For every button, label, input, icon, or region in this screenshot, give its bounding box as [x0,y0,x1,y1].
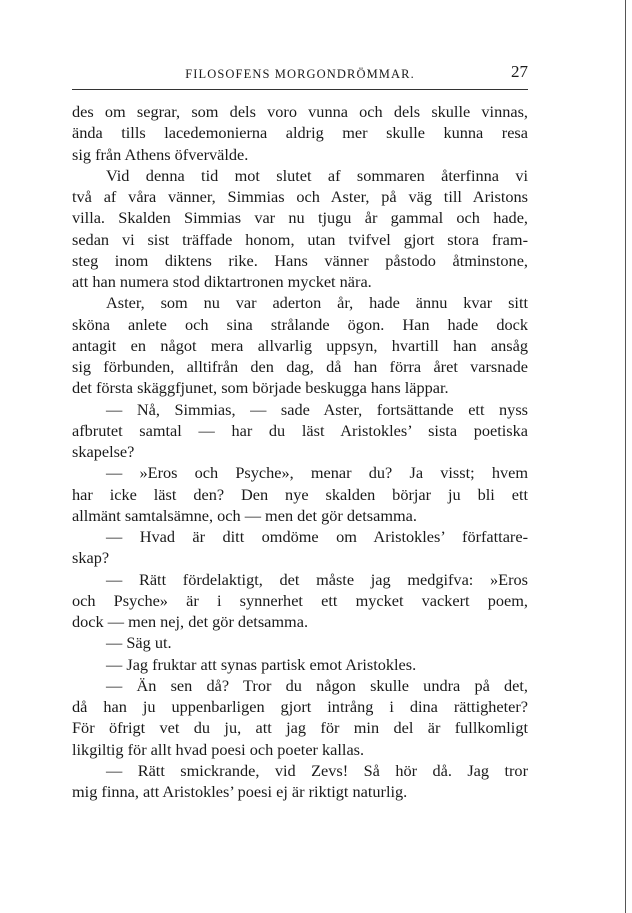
text-line: att han numera stod diktartronen mycket nära. [72,272,372,291]
text-line: Vid denna tid mot slutet af sommaren återfinna vi [106,165,528,185]
body-text [72,101,528,802]
text-line: — Jag fruktar att synas partisk emot Aristokles. [106,654,417,674]
text-line: har icke läst den? Den nye skalden börjar ju bli ett [72,484,528,504]
text-line: För öfrigt vet du ju, att jag för min del är fullkomligt [72,718,528,738]
text-line: två af våra vänner, Simmias och Aster, på väg till Aristons [72,187,528,206]
text-line: skap? [72,548,110,568]
text-line: ända tills lacedemonierna aldrig mer skulle kunna resa [72,123,528,143]
text-line: skapelse? [72,442,135,461]
text-line: dock — men nej, det gör detsamma. [72,612,309,631]
text-line: steg inom diktens rike. Hans vänner påstodo åtminstone, [72,250,528,270]
text-line: — Hvad är ditt omdöme om Aristokles’ författare- [106,527,528,546]
text-line: då han ju uppenbarligen gjort intrång i dina rättigheter? [72,697,528,716]
text-line: och Psyche» är i synnerhet ett mycket vackert poem, [72,590,528,610]
text-line: allmänt samtalsämne, och — men det gör detsamma. [72,505,417,525]
running-title: FILOSOFENS MORGONDRÖMMAR. [185,67,415,81]
text-line: mig finna, att Aristokles’ poesi ej är riktigt naturlig. [72,782,408,801]
text-line: sig från Athens öfvervälde. [72,144,249,164]
page-number: 27 [511,62,528,81]
text-line: — Säg ut. [106,633,172,653]
text-line: — Rätt fördelaktigt, det måste jag medgifva: »Eros [106,569,528,589]
text-line: villa. Skalden Simmias var nu tjugu år gammal och hade, [72,208,528,228]
text-line: sköna anlete och sina strålande ögon. Han hade dock [72,314,528,334]
text-line: Aster, som nu var aderton år, hade ännu kvar sitt [106,293,528,313]
text-line: det första skäggfjunet, som började beskugga hans läppar. [72,378,449,398]
text-line: antagit en något mera allvarlig uppsyn, hvartill han ansåg [72,335,528,355]
header-rule [72,89,528,90]
text-line: — Nå, Simmias, — sade Aster, fortsättande ett nyss [106,399,528,419]
text-line: sedan vi sist träffade honom, utan tvifvel gjort stora fram- [72,229,528,249]
text-line: — Än sen då? Tror du någon skulle undra på det, [106,675,528,695]
text-line: likgiltig för allt hvad poesi och poeter kallas. [72,739,365,759]
text-line: — »Eros och Psyche», menar du? Ja visst; hvem [106,463,528,483]
text-line: des om segrar, som dels voro vunna och dels skulle vinnas, [72,102,528,121]
running-head [72,62,528,86]
text-line: sig förbunden, alltifrån den dag, då han förra året varsnade [72,357,528,376]
page-edge-line [625,0,626,913]
text-line: — Rätt smickrande, vid Zevs! Så hör då. Jag tror [106,760,528,780]
text-line: afbrutet samtal — har du läst Aristokles’ sista poetiska [72,420,528,440]
